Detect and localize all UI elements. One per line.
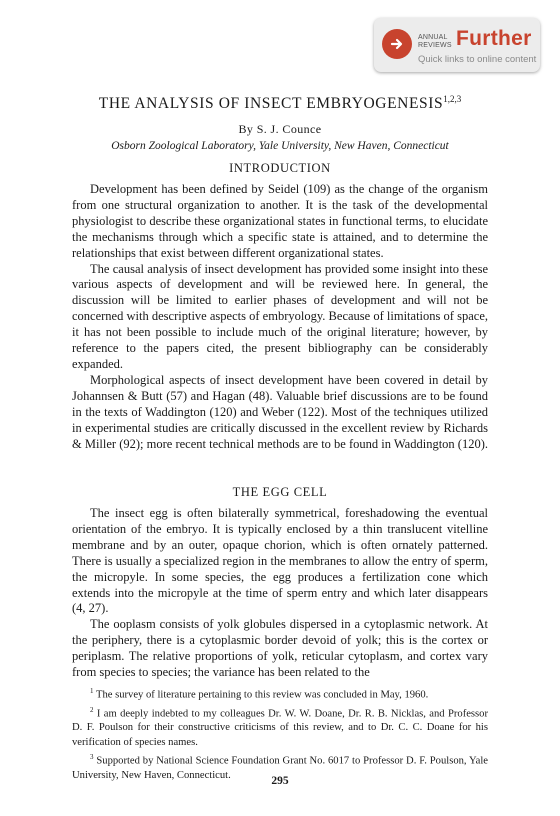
section-heading-egg-cell: THE EGG CELL (232, 485, 328, 499)
quick-links-label: Quick links to online content (418, 54, 537, 65)
section-heading-introduction: INTRODUCTION (229, 161, 331, 175)
egg-cell-body (72, 506, 488, 681)
further-label: Further (456, 27, 532, 50)
footnote (72, 703, 488, 750)
title-footnote-marks: 1,2,3 (443, 94, 462, 104)
arrow-circle-icon (382, 29, 412, 59)
footnote-text: Supported by National Science Foundation Grant No. 6017 to Professor D. F. Poulson, Yale University, New Haven, Connecticut. (72, 755, 488, 781)
footnote-mark: 3 (90, 752, 94, 761)
footnote-text: The survey of literature pertaining to this review was concluded in May, 1960. (95, 689, 429, 701)
footnote-mark: 2 (90, 705, 94, 714)
body-paragraph: The ooplasm consists of yolk globules dispersed in a cytoplasmic network. At the periphery, there is a cytoplasmic border devoid of yolk; this is the cortex or periplasm. The relative proportions of yolk, reticular cytoplasm, and cortex vary from species to species; the variance has been related to the (72, 617, 488, 680)
footnote (72, 684, 488, 703)
article-title (0, 94, 560, 113)
author-line: By S. J. Counce (238, 122, 322, 136)
introduction-body (72, 182, 488, 452)
annual-reviews-label: ANNUAL REVIEWS (418, 34, 452, 49)
footnote-mark: 1 (90, 687, 94, 695)
page-number: 295 (271, 775, 289, 787)
further-links-badge[interactable] (374, 18, 540, 72)
body-paragraph: Development has been defined by Seidel (109) as the change of the organism from one structural organization to another. It is the task of the developmental physiologist to describe these organizational states in functional terms, to elucidate the mechanisms through which a specific state is attained, and to determine the relationships that exist between different organizational states. (72, 182, 488, 260)
footnotes (72, 684, 488, 783)
body-paragraph: The insect egg is often bilaterally symmetrical, foreshadowing the eventual orientation of the embryo. It is typically enclosed by a thin translucent vitelline membrane and by an outer, opaque chorion, which is often ornately patterned. There is usually a specialized region in the membranes to allow the entry of sperm, the micropyle. In some species, the egg produces a fertilization cone which extends into the micropyle at the time of sperm entry and which later disappears (4, 27). (72, 506, 488, 616)
title-text: THE ANALYSIS OF INSECT EMBRYOGENESIS (98, 95, 444, 113)
footnote-text: I am deeply indebted to my colleagues Dr. W. W. Doane, Dr. R. B. Nicklas, and Professor D. F. Poulson for their constructive criticisms of this review, and to Dr. C. C. Doane for his verification of species names. (72, 708, 488, 748)
body-paragraph: Morphological aspects of insect development have been covered in detail by Johannsen & Butt (57) and Hagan (48). Valuable brief discussions are to be found in the texts of Waddington (120) and Weber (122). Most of the techniques utilized in experimental studies are critically discussed in the excellent review by Richards & Miller (92); more recent technical methods are to be found in Waddington (120). (72, 372, 489, 451)
body-paragraph: The causal analysis of insect development has provided some insight into these various aspects of development and will be reviewed here. In general, the discussion will be limited to earlier phases of development and will not be concerned with descriptive aspects of embryology. Because of limitations of space, it has not been possible to include much of the original literature; however, by reference to the papers cited, the present bibliography can be considerably expanded. (72, 261, 488, 371)
affiliation-line: Osborn Zoological Laboratory, Yale University, New Haven, Connecticut (111, 140, 449, 152)
